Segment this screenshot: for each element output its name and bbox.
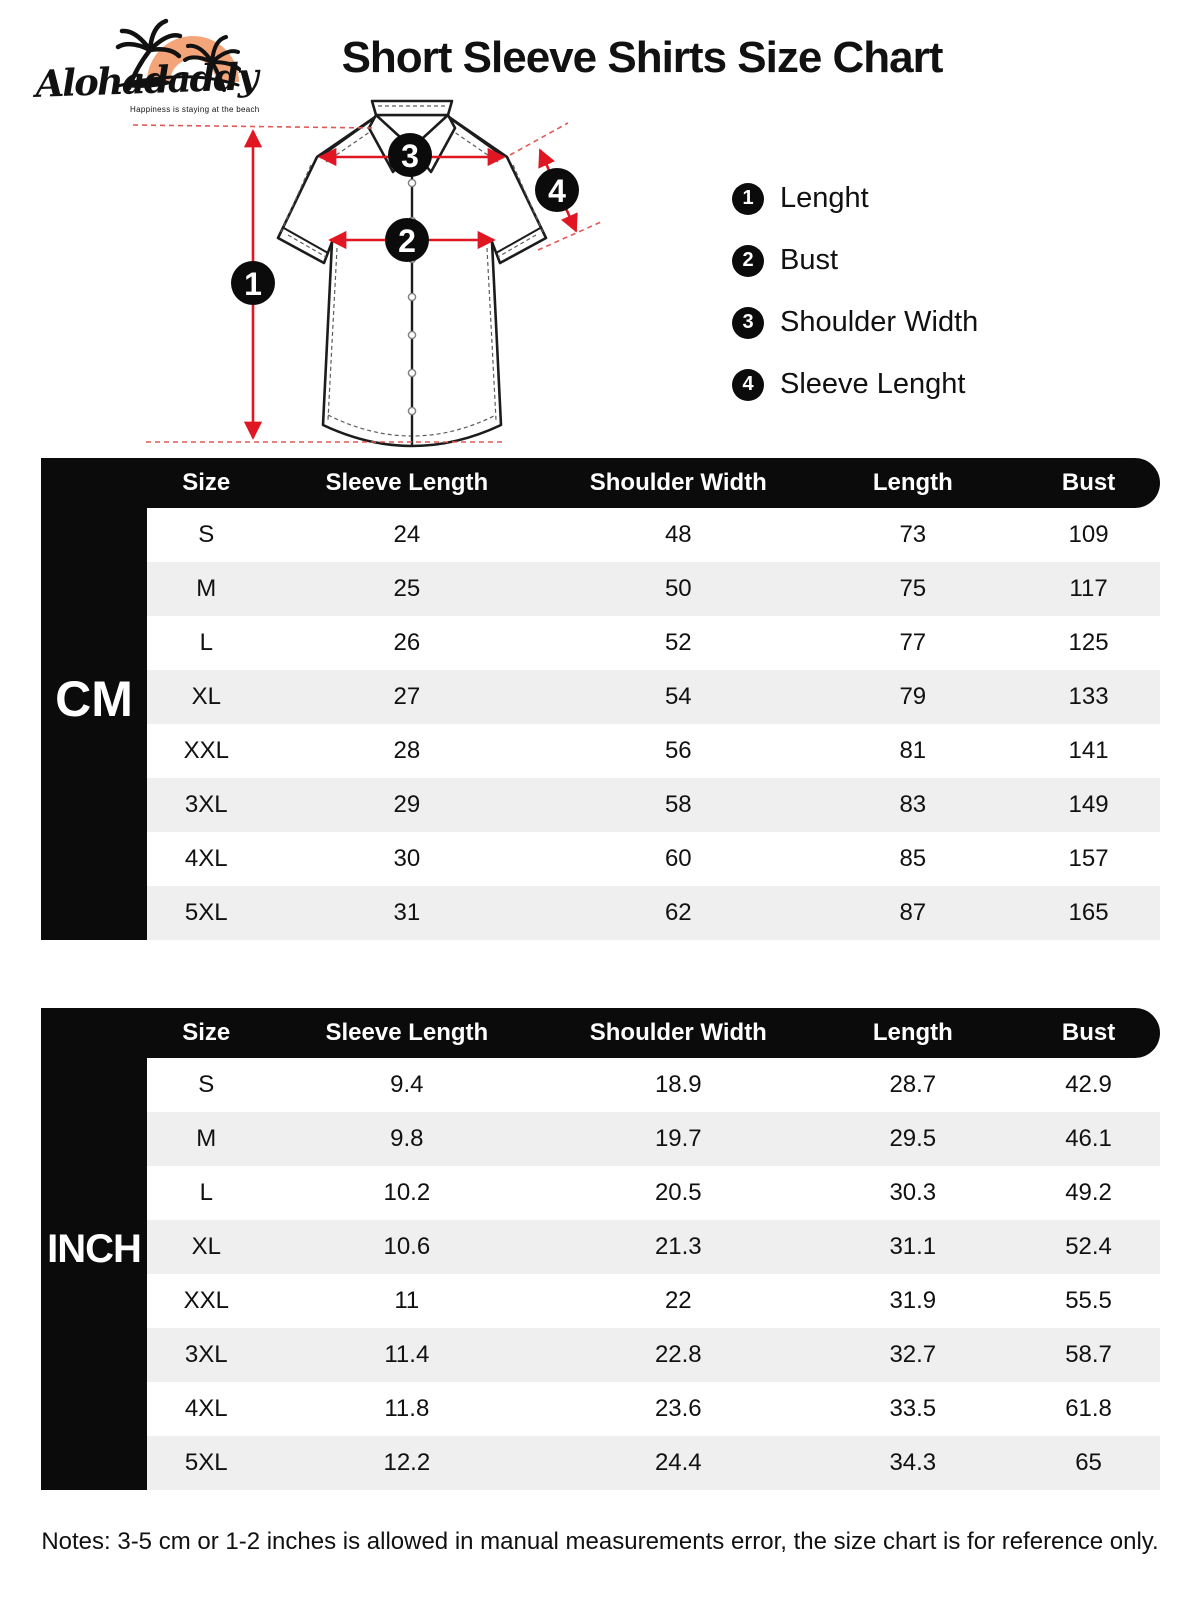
value-cell: 32.7 bbox=[889, 1341, 937, 1368]
size-cell: XXL bbox=[183, 737, 229, 764]
value-cell: 58 bbox=[664, 791, 692, 818]
brand-tagline: Happiness is staying at the beach bbox=[130, 105, 260, 114]
value-cell: 61.8 bbox=[1065, 1395, 1112, 1422]
diagram-badge-length bbox=[231, 261, 275, 305]
value-cell: 12.2 bbox=[383, 1449, 431, 1476]
value-cell: 21.3 bbox=[654, 1233, 702, 1260]
value-cell: 50 bbox=[664, 575, 692, 602]
value-cell: 18.9 bbox=[654, 1071, 702, 1098]
svg-text:2: 2 bbox=[398, 223, 416, 259]
shirt-measurement-diagram bbox=[120, 95, 620, 465]
legend-label: Shoulder Width bbox=[780, 306, 979, 338]
page-title: Short Sleeve Shirts Size Chart bbox=[341, 33, 943, 82]
value-cell: 31 bbox=[393, 899, 421, 926]
size-cell: XXL bbox=[183, 1287, 229, 1314]
size-cell: 4XL bbox=[184, 1395, 228, 1422]
value-cell: 62 bbox=[664, 899, 692, 926]
legend-label: Bust bbox=[780, 244, 839, 276]
value-cell: 11.8 bbox=[384, 1395, 430, 1422]
value-cell: 33.5 bbox=[889, 1395, 937, 1422]
value-cell: 19.7 bbox=[654, 1125, 702, 1152]
size-table-inch bbox=[41, 1008, 1160, 1490]
unit-label: CM bbox=[55, 671, 133, 727]
diagram-badge-shoulder bbox=[388, 133, 432, 177]
column-header: Shoulder Width bbox=[589, 469, 767, 496]
table-row bbox=[147, 508, 1160, 562]
table-row bbox=[147, 1328, 1160, 1382]
size-cell: S bbox=[198, 521, 215, 548]
size-cell: 5XL bbox=[184, 1449, 228, 1476]
table-body bbox=[41, 508, 1160, 940]
table-row bbox=[147, 1058, 1160, 1112]
value-cell: 165 bbox=[1068, 899, 1109, 926]
size-cell: 4XL bbox=[184, 845, 228, 872]
value-cell: 20.5 bbox=[654, 1179, 702, 1206]
value-cell: 56 bbox=[664, 737, 692, 764]
table-header-row bbox=[41, 458, 1160, 508]
notes-text: Notes: 3-5 cm or 1-2 inches is allowed in manual measurements error, the size chart is for reference only. bbox=[41, 1528, 1159, 1555]
value-cell: 77 bbox=[899, 629, 927, 656]
table-header-row bbox=[41, 1008, 1160, 1058]
value-cell: 157 bbox=[1068, 845, 1109, 872]
column-header: Bust bbox=[1061, 1019, 1116, 1046]
legend-item bbox=[732, 182, 978, 215]
measure-number-badge: 1 bbox=[732, 183, 764, 215]
size-cell: XL bbox=[191, 683, 221, 710]
brand-name: Alohadaddy bbox=[34, 54, 258, 106]
value-cell: 48 bbox=[664, 521, 692, 548]
table-row bbox=[147, 778, 1160, 832]
table-row bbox=[147, 670, 1160, 724]
value-cell: 30.3 bbox=[889, 1179, 937, 1206]
measure-number-badge: 2 bbox=[732, 245, 764, 277]
value-cell: 25 bbox=[393, 575, 421, 602]
value-cell: 28 bbox=[393, 737, 421, 764]
value-cell: 26 bbox=[393, 629, 421, 656]
value-cell: 58.7 bbox=[1065, 1341, 1112, 1368]
size-cell: S bbox=[198, 1071, 215, 1098]
value-cell: 55.5 bbox=[1065, 1287, 1112, 1314]
value-cell: 30 bbox=[393, 845, 421, 872]
legend-item bbox=[732, 368, 978, 401]
value-cell: 87 bbox=[899, 899, 927, 926]
value-cell: 9.8 bbox=[390, 1125, 424, 1152]
svg-text:1: 1 bbox=[244, 266, 262, 302]
value-cell: 22.8 bbox=[654, 1341, 702, 1368]
table-rows bbox=[147, 1058, 1160, 1490]
column-header: Sleeve Length bbox=[325, 1019, 489, 1046]
table-rows bbox=[147, 508, 1160, 940]
legend-label: Sleeve Lenght bbox=[780, 368, 966, 400]
table-row bbox=[147, 562, 1160, 616]
size-cell: 5XL bbox=[184, 899, 228, 926]
value-cell: 29 bbox=[393, 791, 421, 818]
value-cell: 73 bbox=[899, 521, 927, 548]
table-row bbox=[147, 724, 1160, 778]
unit-sidebar-inch bbox=[41, 1058, 147, 1490]
value-cell: 29.5 bbox=[889, 1125, 937, 1152]
size-cell: M bbox=[196, 575, 217, 602]
value-cell: 31.9 bbox=[889, 1287, 937, 1314]
value-cell: 52 bbox=[664, 629, 692, 656]
value-cell: 10.2 bbox=[383, 1179, 431, 1206]
value-cell: 46.1 bbox=[1065, 1125, 1112, 1152]
value-cell: 133 bbox=[1068, 683, 1109, 710]
size-cell: M bbox=[196, 1125, 217, 1152]
value-cell: 65 bbox=[1075, 1449, 1102, 1476]
table-row bbox=[147, 1382, 1160, 1436]
legend-label: Lenght bbox=[780, 182, 869, 214]
value-cell: 34.3 bbox=[889, 1449, 937, 1476]
value-cell: 23.6 bbox=[654, 1395, 702, 1422]
unit-sidebar-cm bbox=[41, 508, 147, 940]
legend-item bbox=[732, 306, 978, 339]
value-cell: 79 bbox=[899, 683, 927, 710]
table-row bbox=[147, 1274, 1160, 1328]
table-row bbox=[147, 616, 1160, 670]
column-header: Sleeve Length bbox=[325, 469, 489, 496]
column-header: Bust bbox=[1061, 469, 1116, 496]
table-row bbox=[147, 1166, 1160, 1220]
value-cell: 49.2 bbox=[1065, 1179, 1112, 1206]
size-cell: 3XL bbox=[184, 791, 228, 818]
value-cell: 24.4 bbox=[654, 1449, 702, 1476]
table-body bbox=[41, 1058, 1160, 1490]
diagram-badge-sleeve bbox=[535, 168, 579, 212]
measure-number-badge: 3 bbox=[732, 307, 764, 339]
value-cell: 85 bbox=[899, 845, 927, 872]
value-cell: 24 bbox=[393, 521, 421, 548]
value-cell: 149 bbox=[1068, 791, 1109, 818]
size-cell: L bbox=[199, 1179, 213, 1206]
measurement-legend bbox=[732, 182, 978, 401]
size-cell: L bbox=[199, 629, 213, 656]
legend-item bbox=[732, 244, 978, 277]
column-header: Size bbox=[182, 1019, 231, 1046]
svg-text:4: 4 bbox=[548, 173, 566, 209]
size-cell: 3XL bbox=[184, 1341, 228, 1368]
value-cell: 75 bbox=[899, 575, 927, 602]
value-cell: 42.9 bbox=[1065, 1071, 1112, 1098]
length-top-guide-line bbox=[133, 125, 374, 128]
value-cell: 27 bbox=[393, 683, 421, 710]
value-cell: 109 bbox=[1068, 521, 1109, 548]
column-header: Length bbox=[872, 469, 953, 496]
value-cell: 60 bbox=[664, 845, 692, 872]
value-cell: 10.6 bbox=[383, 1233, 431, 1260]
size-cell: XL bbox=[191, 1233, 221, 1260]
diagram-badge-bust bbox=[385, 218, 429, 262]
table-row bbox=[147, 1220, 1160, 1274]
sleeve-top-guide-line bbox=[510, 123, 568, 155]
table-row bbox=[147, 832, 1160, 886]
value-cell: 117 bbox=[1069, 575, 1108, 602]
sleeve-bottom-guide-line bbox=[538, 222, 601, 250]
table-row bbox=[147, 1112, 1160, 1166]
value-cell: 11 bbox=[394, 1287, 420, 1314]
value-cell: 141 bbox=[1068, 737, 1109, 764]
value-cell: 9.4 bbox=[390, 1071, 424, 1098]
measure-number-badge: 4 bbox=[732, 369, 764, 401]
value-cell: 31.1 bbox=[889, 1233, 937, 1260]
value-cell: 83 bbox=[899, 791, 927, 818]
value-cell: 81 bbox=[899, 737, 927, 764]
size-table-cm bbox=[41, 458, 1160, 940]
table-row bbox=[147, 1436, 1160, 1490]
value-cell: 28.7 bbox=[889, 1071, 937, 1098]
collar-band bbox=[372, 101, 452, 115]
unit-label: INCH bbox=[47, 1226, 141, 1271]
value-cell: 54 bbox=[664, 683, 692, 710]
value-cell: 22 bbox=[664, 1287, 692, 1314]
column-header: Length bbox=[872, 1019, 953, 1046]
value-cell: 52.4 bbox=[1065, 1233, 1112, 1260]
column-header: Shoulder Width bbox=[589, 1019, 767, 1046]
column-header: Size bbox=[182, 469, 231, 496]
value-cell: 11.4 bbox=[384, 1341, 430, 1368]
svg-text:3: 3 bbox=[401, 138, 419, 174]
value-cell: 125 bbox=[1068, 629, 1109, 656]
table-row bbox=[147, 886, 1160, 940]
